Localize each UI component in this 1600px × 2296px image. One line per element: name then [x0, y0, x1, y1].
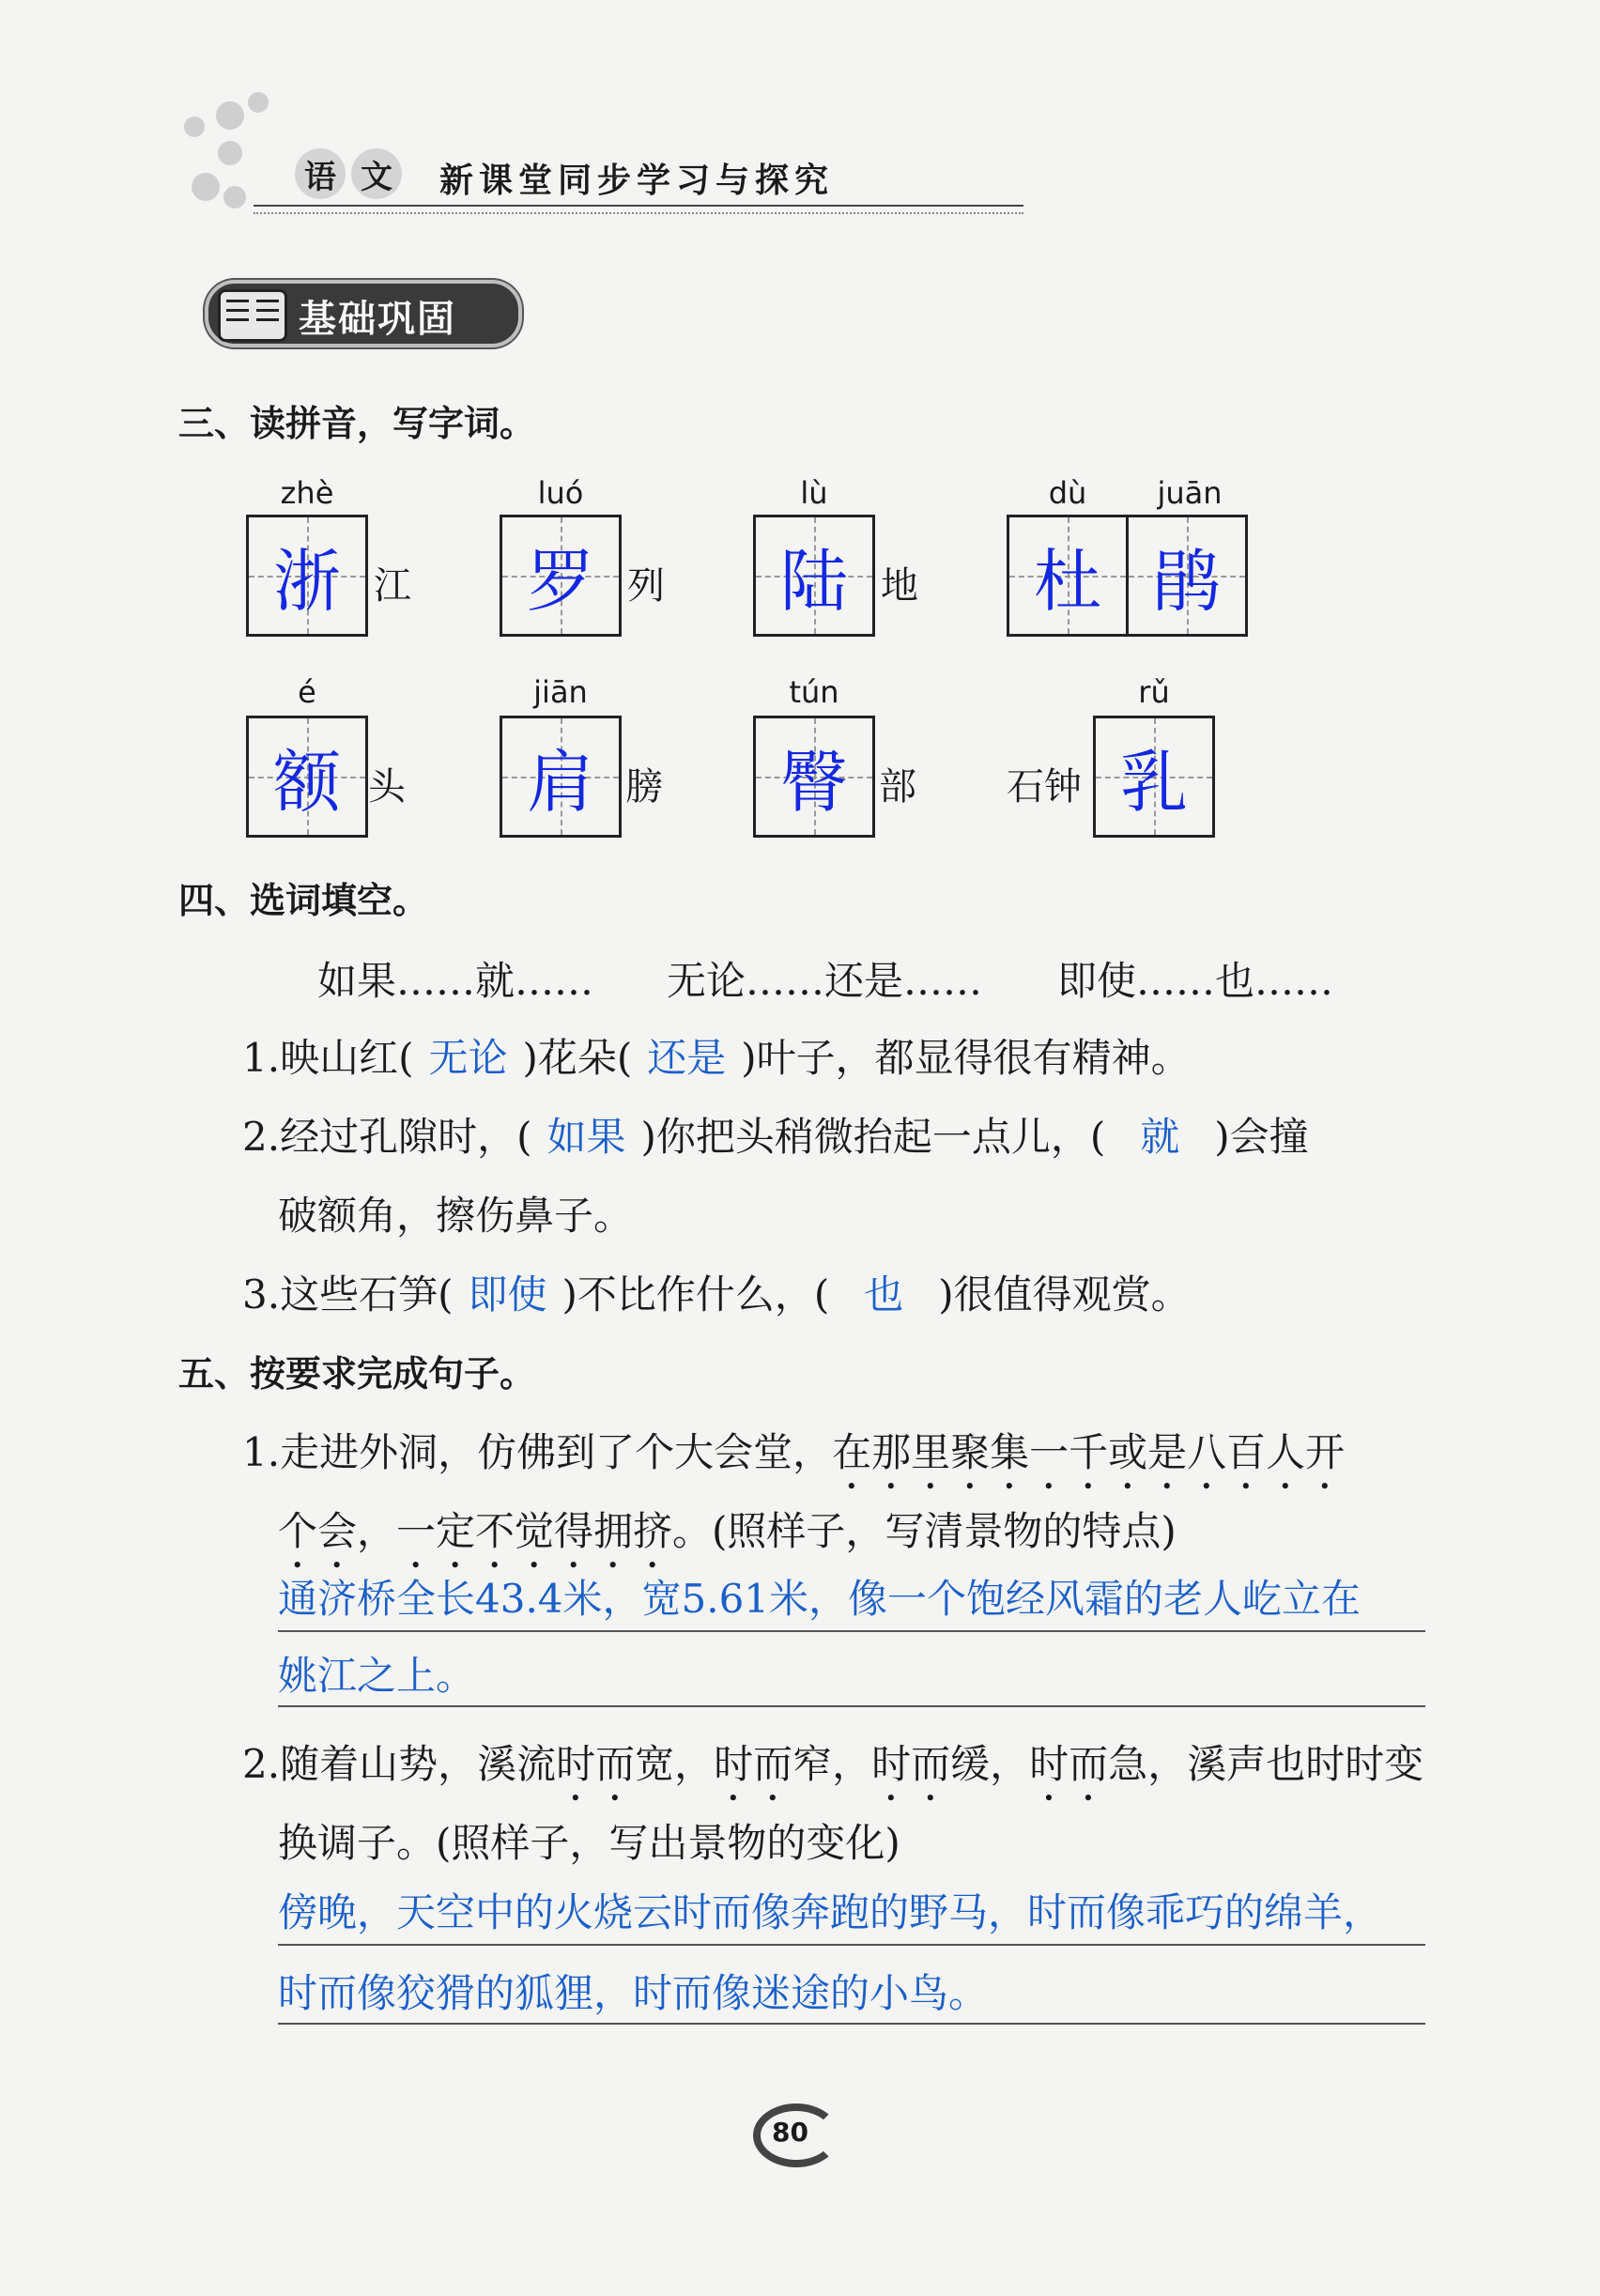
character-box: [1093, 716, 1215, 838]
header-divider-dotted: [254, 212, 1023, 214]
word-option: 即使……也……: [1057, 958, 1334, 1004]
section-3-title: 三、读拼音，写字词。: [178, 403, 536, 444]
sentence-question-2: [242, 1734, 1423, 1810]
question-text: )不比作什么，(: [562, 1271, 830, 1318]
question-text: 这些石笋(: [280, 1271, 454, 1318]
character-box: [500, 716, 622, 838]
question-number: 3.: [242, 1271, 281, 1318]
character-box: [753, 515, 875, 637]
character-suffix: 膀: [625, 765, 663, 809]
page-number-text: 80: [772, 2117, 808, 2148]
handwritten-answer: 通济桥全长43.4米，宽5.61米，像一个饱经风霜的老人屹立在: [278, 1576, 1362, 1622]
emphasized-text: 个会，一定不觉得拥挤: [278, 1508, 673, 1554]
character-suffix: 地: [881, 564, 918, 608]
section-4-title: 四、选词填空。: [178, 880, 429, 921]
answer-text: 还是: [647, 1035, 727, 1081]
emphasized-text: 时而: [556, 1741, 636, 1787]
character-box: [1007, 515, 1129, 637]
answer-text: 也: [864, 1271, 904, 1318]
sentence-question-1: [242, 1422, 1345, 1498]
page-number: [753, 2103, 847, 2169]
section-badge: [205, 280, 522, 347]
answer-line: [278, 1630, 1425, 1632]
answer-text: 无论: [428, 1035, 508, 1081]
character-box: [500, 515, 622, 637]
question-text: )很值得观赏。: [938, 1271, 1191, 1318]
emphasized-text: 时而: [871, 1741, 951, 1787]
pinyin-label: rǔ: [1138, 674, 1170, 710]
fill-question-1: [242, 1027, 1191, 1084]
question-text: 。(照样子，写清景物的特点): [672, 1508, 1177, 1554]
header-subject-badge-2: 文: [351, 148, 402, 199]
character-answer: 肩: [526, 743, 594, 822]
question-number: 1.: [242, 1035, 281, 1081]
character-suffix: 部: [879, 765, 916, 809]
pinyin-label: é: [298, 674, 316, 710]
character-answer: 杜: [1033, 542, 1101, 621]
question-text: 走进外洞，仿佛到了个大会堂，: [280, 1429, 833, 1475]
character-box: [1126, 515, 1248, 637]
character-box: [246, 716, 368, 838]
pinyin-label: luó: [537, 475, 584, 511]
answer-text: 即使: [468, 1271, 547, 1318]
character-answer: 陆: [779, 542, 848, 621]
pinyin-label: jiān: [533, 674, 588, 710]
sentence-question-1-line-2: [278, 1501, 1177, 1577]
pinyin-label: juān: [1157, 475, 1223, 511]
question-text: 窄，: [792, 1741, 872, 1787]
emphasized-text: 在那里聚集一千或是八百人开: [832, 1429, 1346, 1475]
handwritten-answer: 时而像狡猾的狐狸，时而像迷途的小鸟。: [278, 1970, 989, 2016]
question-text: 映山红(: [280, 1035, 414, 1081]
fill-question-2-continued: 破额角，擦伤鼻子。: [278, 1193, 634, 1239]
character-suffix: 头: [368, 765, 406, 809]
question-text: )花朵(: [522, 1035, 633, 1081]
open-book-icon: [218, 289, 287, 342]
question-text: )你把头稍微抬起一点儿，(: [640, 1114, 1106, 1160]
character-box: [246, 515, 368, 637]
emphasized-text: 时而: [714, 1741, 793, 1787]
question-text: 随着山势，溪流: [280, 1741, 557, 1787]
question-text: )叶子，都显得很有精神。: [741, 1035, 1191, 1081]
word-option: 无论……还是……: [667, 958, 983, 1004]
emphasized-text: 时而: [1029, 1741, 1109, 1787]
character-suffix: 江: [374, 564, 411, 608]
header-title: 新课堂同步学习与探究: [439, 161, 835, 200]
question-text: 经过孔隙时，(: [280, 1114, 532, 1160]
handwritten-answer: 姚江之上。: [278, 1653, 476, 1699]
character-answer: 鹃: [1152, 542, 1221, 621]
question-number: 2.: [242, 1114, 281, 1160]
header-subject-badge-1: 语: [295, 148, 346, 199]
character-box: [753, 716, 875, 838]
character-answer: 臀: [779, 743, 848, 822]
answer-text: 就: [1140, 1114, 1180, 1160]
header-divider: [254, 205, 1023, 207]
question-text: 急，溪声也时时变: [1108, 1741, 1424, 1787]
fill-question-3: [242, 1264, 1191, 1320]
question-text: 宽，: [635, 1741, 715, 1787]
pinyin-label: dù: [1048, 475, 1087, 511]
answer-line: [278, 1705, 1425, 1707]
answer-text: 如果: [546, 1114, 626, 1160]
question-text: 缓，: [950, 1741, 1030, 1787]
character-prefix: 石钟: [1007, 765, 1082, 809]
answer-line: [278, 1944, 1425, 1946]
section-badge-label: 基础巩固: [299, 298, 456, 341]
handwritten-answer: 傍晚，天空中的火烧云时而像奔跑的野马，时而像乖巧的绵羊，: [278, 1889, 1383, 1935]
answer-line: [278, 2023, 1425, 2025]
fill-question-2: [242, 1106, 1309, 1163]
character-suffix: 列: [627, 564, 665, 608]
question-text: )会撞: [1214, 1114, 1309, 1160]
character-answer: 额: [272, 743, 341, 822]
sentence-question-2-line-2: 换调子。(照样子，写出景物的变化): [278, 1820, 900, 1866]
pinyin-label: lù: [800, 475, 828, 511]
question-number: 1.: [242, 1429, 281, 1475]
question-number: 2.: [242, 1741, 281, 1787]
character-answer: 罗: [526, 542, 594, 621]
pinyin-label: tún: [789, 674, 839, 710]
word-option: 如果……就……: [317, 958, 594, 1004]
section-5-title: 五、按要求完成句子。: [178, 1353, 536, 1395]
character-answer: 乳: [1119, 743, 1188, 822]
character-answer: 浙: [272, 542, 341, 621]
pinyin-label: zhè: [280, 475, 334, 511]
